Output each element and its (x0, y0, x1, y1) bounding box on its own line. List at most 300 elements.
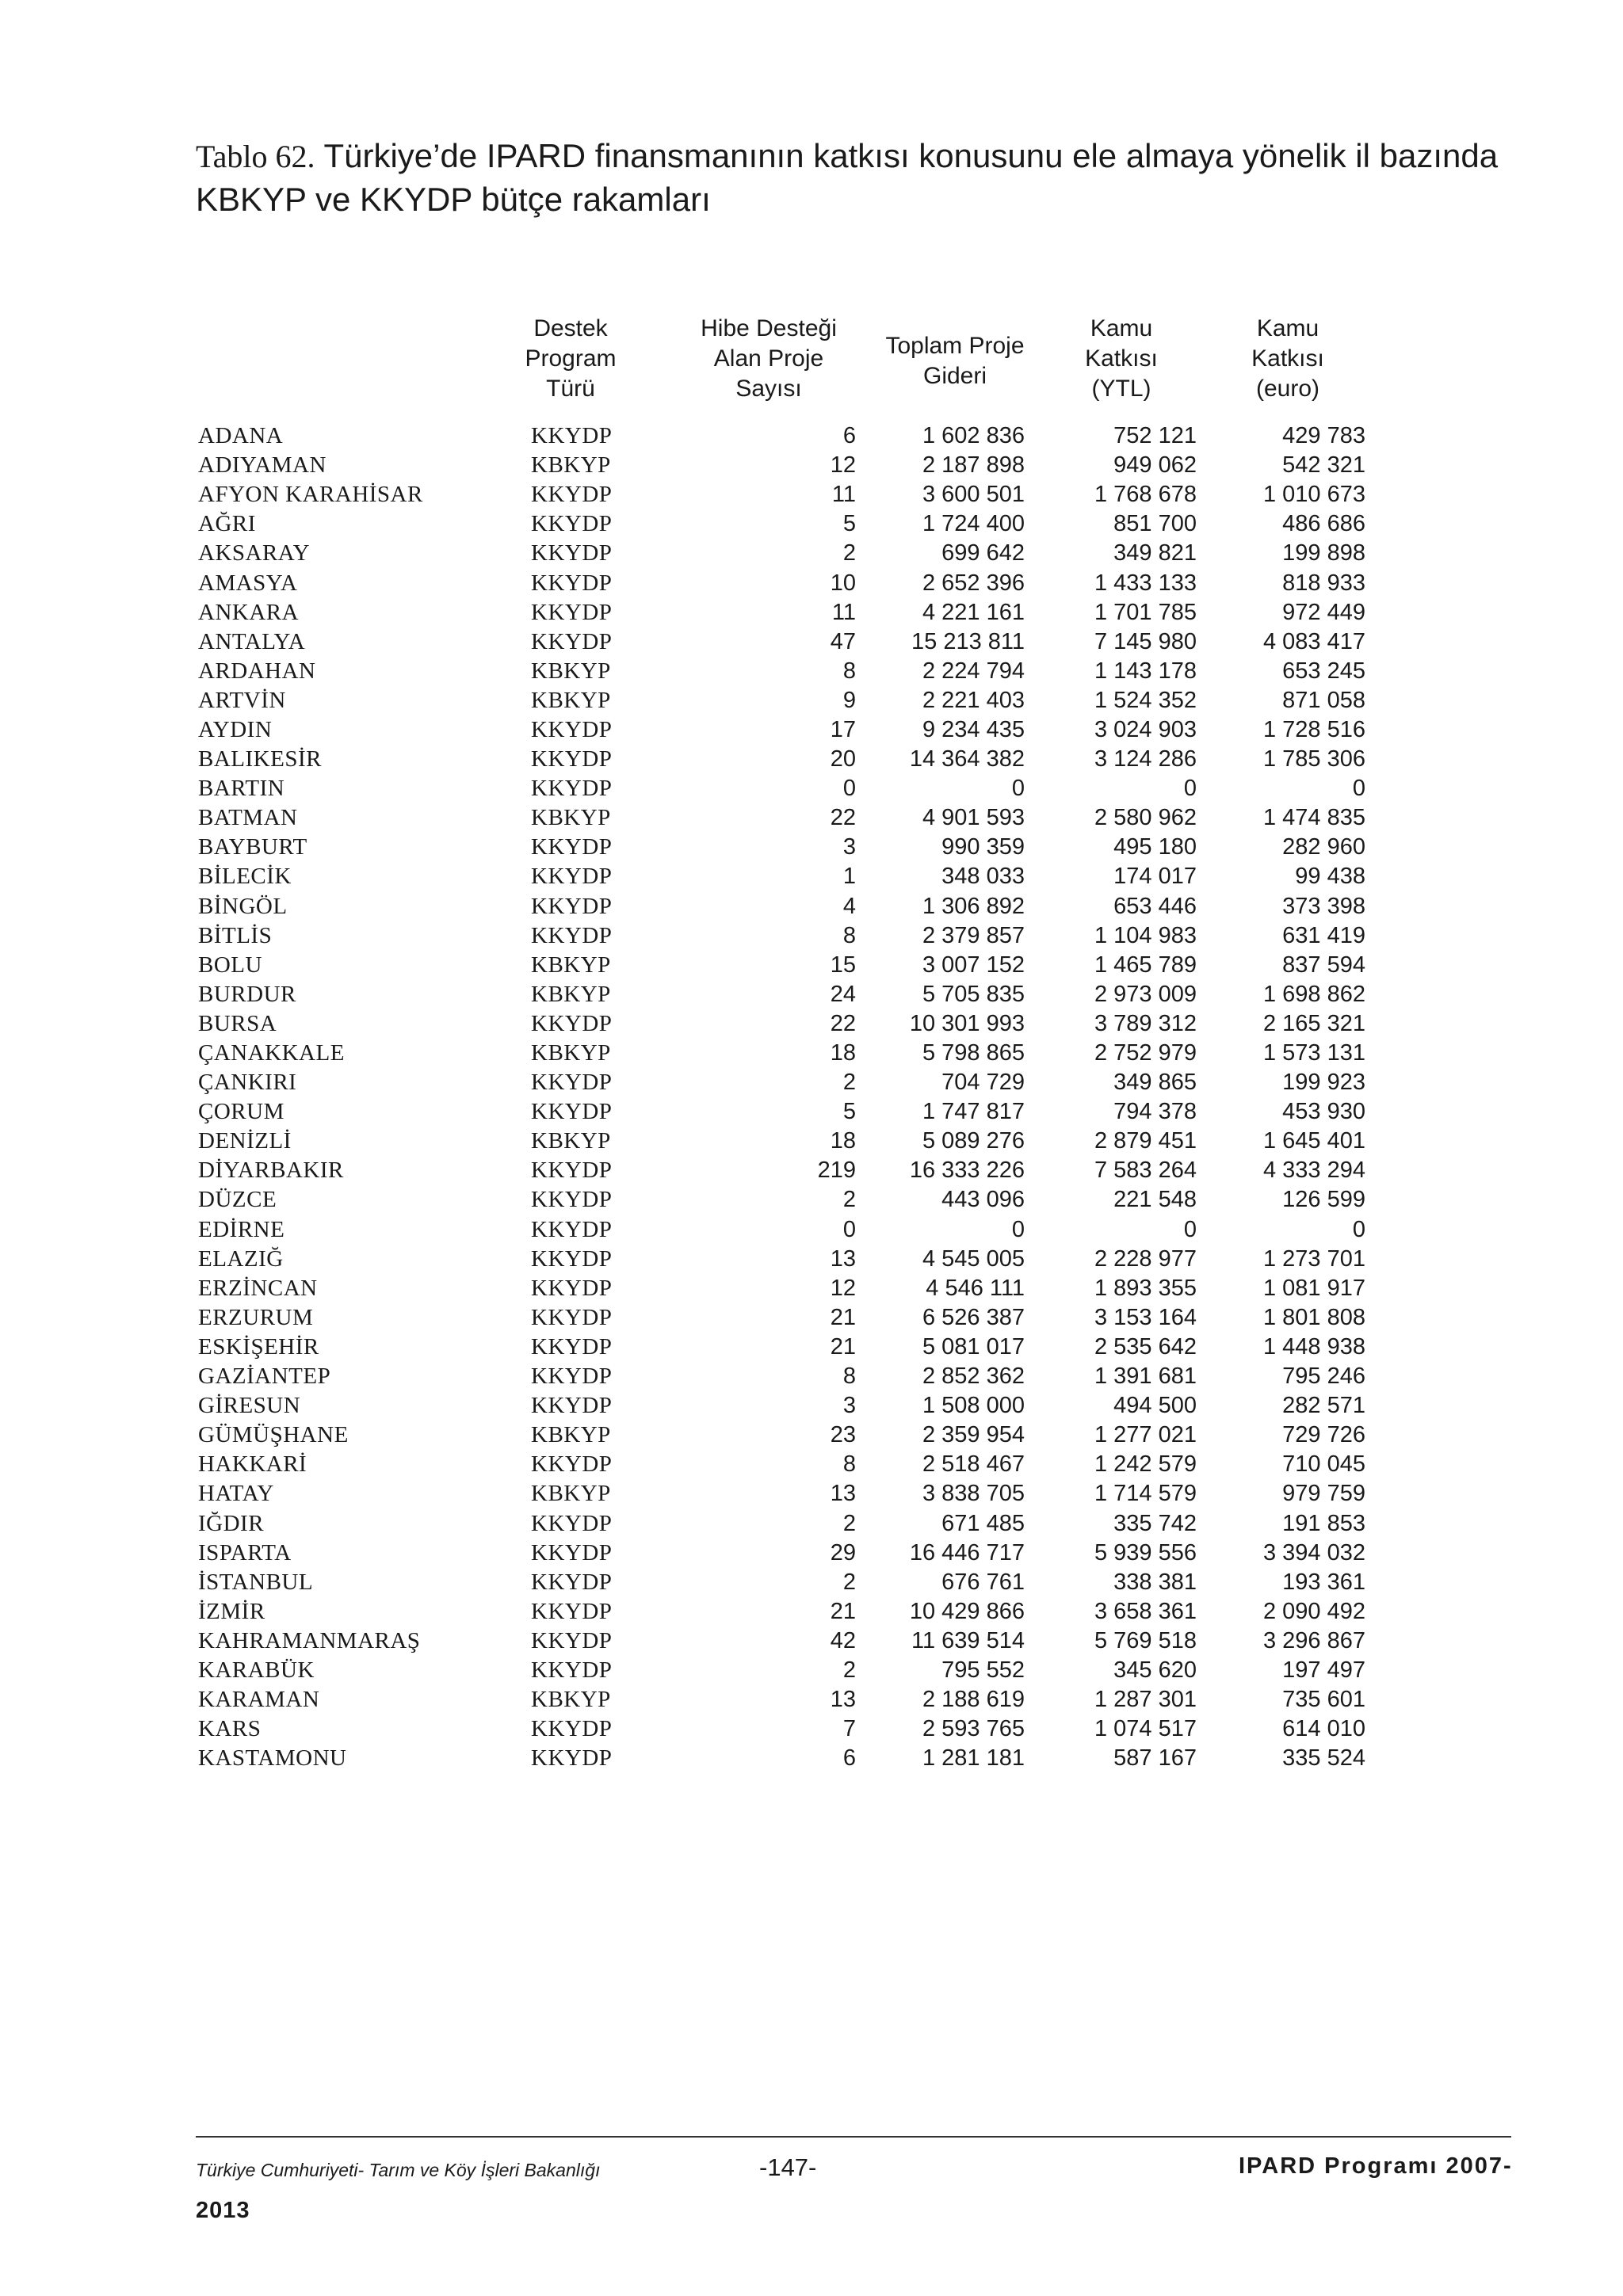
program-type: KKYDP (531, 1627, 613, 1653)
public-contribution-ytl: 345 620 (1113, 1657, 1197, 1683)
program-type: KBKYP (531, 1040, 611, 1066)
province-name: AFYON KARAHİSAR (198, 482, 423, 508)
program-type: KKYDP (531, 1716, 613, 1742)
project-count: 3 (842, 834, 856, 860)
province-name: AĞRI (198, 511, 256, 537)
public-contribution-ytl: 338 381 (1113, 1569, 1197, 1595)
table-number: Tablo 62. (196, 139, 315, 174)
project-count: 12 (830, 1275, 856, 1301)
public-contribution-euro: 972 449 (1282, 599, 1365, 625)
public-contribution-ytl: 1 143 178 (1094, 658, 1197, 684)
public-contribution-ytl: 7 583 264 (1094, 1158, 1197, 1184)
public-contribution-euro: 1 273 701 (1262, 1245, 1365, 1272)
table-row (198, 1097, 1365, 1127)
public-contribution-euro: 729 726 (1282, 1422, 1365, 1448)
province-name: BURSA (198, 1010, 277, 1036)
program-type: KKYDP (531, 716, 613, 742)
total-cost: 6 526 387 (922, 1304, 1025, 1330)
project-count: 21 (830, 1333, 856, 1360)
table-row (198, 892, 1365, 921)
table-row (198, 1245, 1365, 1274)
project-count: 23 (830, 1422, 856, 1448)
province-name: ADANA (198, 423, 284, 449)
table-row (198, 1274, 1365, 1303)
public-contribution-euro: 126 599 (1282, 1187, 1365, 1213)
public-contribution-ytl: 349 821 (1113, 540, 1197, 566)
total-cost: 1 281 181 (922, 1745, 1025, 1772)
public-contribution-euro: 1 010 673 (1262, 482, 1365, 508)
public-contribution-ytl: 3 153 164 (1094, 1304, 1197, 1330)
table-row (198, 598, 1365, 627)
total-cost: 16 446 717 (909, 1539, 1025, 1566)
public-contribution-ytl: 0 (1183, 1216, 1197, 1242)
project-count: 42 (830, 1627, 856, 1653)
province-name: KARABÜK (198, 1657, 315, 1683)
province-name: ESKİŞEHİR (198, 1333, 319, 1360)
province-name: KASTAMONU (198, 1745, 347, 1772)
program-type: KBKYP (531, 658, 611, 684)
program-type: KKYDP (531, 1275, 613, 1301)
table-row (198, 1391, 1365, 1421)
program-type: KKYDP (531, 599, 613, 625)
public-contribution-ytl: 3 024 903 (1094, 716, 1197, 742)
public-contribution-euro: 0 (1352, 776, 1365, 802)
province-name: ERZURUM (198, 1304, 314, 1330)
header-total-cost: Toplam Proje Gideri (885, 333, 1025, 389)
table-title (196, 135, 1543, 221)
table-row (198, 686, 1365, 715)
total-cost: 5 081 017 (922, 1333, 1025, 1360)
total-cost: 348 033 (941, 864, 1025, 890)
project-count: 13 (830, 1481, 856, 1507)
table-row (198, 568, 1365, 597)
public-contribution-ytl: 0 (1183, 776, 1197, 802)
program-type: KKYDP (531, 1245, 613, 1272)
footer-divider (196, 2136, 1511, 2138)
public-contribution-euro: 735 601 (1282, 1687, 1365, 1713)
table-row (198, 862, 1365, 891)
public-contribution-euro: 979 759 (1282, 1481, 1365, 1507)
table-row (198, 1656, 1365, 1685)
program-type: KBKYP (531, 981, 611, 1007)
public-contribution-ytl: 3 124 286 (1094, 746, 1197, 772)
public-contribution-euro: 199 898 (1282, 540, 1365, 566)
public-contribution-ytl: 5 939 556 (1094, 1539, 1197, 1566)
public-contribution-ytl: 851 700 (1113, 511, 1197, 537)
province-name: BAYBURT (198, 834, 307, 860)
public-contribution-ytl: 1 277 021 (1094, 1422, 1197, 1448)
public-contribution-ytl: 587 167 (1113, 1745, 1197, 1772)
table-row (198, 657, 1365, 686)
public-contribution-euro: 282 960 (1282, 834, 1365, 860)
header-public-euro: Kamu Katkısı (euro) (1251, 315, 1324, 402)
province-name: KARAMAN (198, 1687, 320, 1713)
province-name: BOLU (198, 952, 262, 978)
province-name: DENİZLİ (198, 1128, 292, 1154)
province-name: ISPARTA (198, 1539, 292, 1566)
program-type: KBKYP (531, 952, 611, 978)
table-row (198, 951, 1365, 980)
table-row (198, 1127, 1365, 1156)
project-count: 2 (842, 1569, 856, 1595)
total-cost: 2 224 794 (922, 658, 1025, 684)
total-cost: 2 188 619 (922, 1687, 1025, 1713)
project-count: 21 (830, 1598, 856, 1624)
program-type: KBKYP (531, 1481, 611, 1507)
project-count: 15 (830, 952, 856, 978)
province-name: ANTALYA (198, 628, 306, 654)
total-cost: 1 724 400 (922, 511, 1025, 537)
program-type: KKYDP (531, 1304, 613, 1330)
project-count: 29 (830, 1539, 856, 1566)
province-name: HATAY (198, 1481, 274, 1507)
total-cost: 16 333 226 (909, 1158, 1025, 1184)
public-contribution-ytl: 1 433 133 (1094, 570, 1197, 596)
public-contribution-ytl: 494 500 (1113, 1393, 1197, 1419)
public-contribution-euro: 837 594 (1282, 952, 1365, 978)
page-number: -147- (759, 2153, 817, 2181)
project-count: 2 (842, 1070, 856, 1096)
program-type: KKYDP (531, 423, 613, 449)
project-count: 8 (842, 658, 856, 684)
total-cost: 4 901 593 (922, 805, 1025, 831)
province-name: ANKARA (198, 599, 300, 625)
public-contribution-euro: 1 448 938 (1262, 1333, 1365, 1360)
public-contribution-euro: 3 296 867 (1262, 1627, 1365, 1653)
total-cost: 2 379 857 (922, 922, 1025, 948)
footer-program: IPARD Programı 2007- (1239, 2153, 1513, 2179)
table-row (198, 509, 1365, 539)
public-contribution-euro: 193 361 (1282, 1569, 1365, 1595)
public-contribution-ytl: 653 446 (1113, 893, 1197, 919)
total-cost: 15 213 811 (911, 628, 1025, 654)
program-type: KKYDP (531, 1070, 613, 1096)
province-name: DİYARBAKIR (198, 1158, 344, 1184)
province-name: KAHRAMANMARAŞ (198, 1627, 421, 1653)
table-row (198, 627, 1365, 657)
program-type: KKYDP (531, 1333, 613, 1360)
public-contribution-ytl: 2 879 451 (1094, 1128, 1197, 1154)
total-cost: 14 364 382 (909, 746, 1025, 772)
province-name: AKSARAY (198, 540, 311, 566)
public-contribution-ytl: 3 789 312 (1094, 1010, 1197, 1036)
table-caption: Türkiye’de IPARD finansmanının katkısı konusunu ele almaya yönelik il bazında KBKYP ve KKYDP bütçe rakamları (196, 137, 1499, 218)
province-name: ARDAHAN (198, 658, 316, 684)
province-name: GAZİANTEP (198, 1363, 331, 1390)
program-type: KBKYP (531, 687, 611, 713)
project-count: 22 (830, 1010, 856, 1036)
public-contribution-ytl: 5 769 518 (1094, 1627, 1197, 1653)
public-contribution-euro: 2 165 321 (1262, 1010, 1365, 1036)
program-type: KKYDP (531, 834, 613, 860)
public-contribution-euro: 3 394 032 (1262, 1539, 1365, 1566)
table-row (198, 1421, 1365, 1450)
program-type: KKYDP (531, 570, 613, 596)
project-count: 10 (830, 570, 856, 596)
table-row (198, 1508, 1365, 1538)
public-contribution-ytl: 2 535 642 (1094, 1333, 1197, 1360)
total-cost: 3 600 501 (922, 482, 1025, 508)
public-contribution-ytl: 335 742 (1113, 1510, 1197, 1536)
project-count: 24 (830, 981, 856, 1007)
header-project-count: Hibe Desteği Alan Proje Sayısı (701, 315, 837, 402)
public-contribution-ytl: 2 228 977 (1094, 1245, 1197, 1272)
project-count: 2 (842, 540, 856, 566)
public-contribution-euro: 1 785 306 (1262, 746, 1365, 772)
project-count: 3 (842, 1393, 856, 1419)
public-contribution-euro: 1 728 516 (1262, 716, 1365, 742)
total-cost: 9 234 435 (922, 716, 1025, 742)
public-contribution-euro: 4 083 417 (1262, 628, 1365, 654)
public-contribution-ytl: 221 548 (1113, 1187, 1197, 1213)
total-cost: 1 508 000 (922, 1393, 1025, 1419)
public-contribution-ytl: 1 768 678 (1094, 482, 1197, 508)
province-name: BURDUR (198, 981, 296, 1007)
program-type: KKYDP (531, 511, 613, 537)
public-contribution-euro: 197 497 (1282, 1657, 1365, 1683)
total-cost: 0 (1011, 1216, 1025, 1242)
public-contribution-euro: 1 474 835 (1262, 805, 1365, 831)
table-row (198, 1568, 1365, 1597)
public-contribution-ytl: 1 524 352 (1094, 687, 1197, 713)
table-row (198, 1627, 1365, 1656)
table-row (198, 774, 1365, 803)
total-cost: 3 838 705 (922, 1481, 1025, 1507)
total-cost: 443 096 (941, 1187, 1025, 1213)
total-cost: 1 602 836 (922, 423, 1025, 449)
project-count: 9 (842, 687, 856, 713)
total-cost: 2 852 362 (922, 1363, 1025, 1390)
table-row (198, 1714, 1365, 1744)
public-contribution-ytl: 794 378 (1113, 1099, 1197, 1125)
project-count: 22 (830, 805, 856, 831)
program-type: KKYDP (531, 893, 613, 919)
public-contribution-euro: 4 333 294 (1262, 1158, 1365, 1184)
project-count: 8 (842, 1363, 856, 1390)
total-cost: 676 761 (941, 1569, 1025, 1595)
public-contribution-euro: 2 090 492 (1262, 1598, 1365, 1624)
public-contribution-ytl: 349 865 (1113, 1070, 1197, 1096)
table-row (198, 1479, 1365, 1508)
table-row (198, 715, 1365, 745)
project-count: 21 (830, 1304, 856, 1330)
total-cost: 3 007 152 (922, 952, 1025, 978)
table-row (198, 421, 1365, 451)
table-row (198, 1185, 1365, 1215)
project-count: 11 (831, 599, 856, 625)
project-count: 47 (830, 628, 856, 654)
table-row (198, 1539, 1365, 1568)
public-contribution-euro: 282 571 (1282, 1393, 1365, 1419)
public-contribution-euro: 795 246 (1282, 1363, 1365, 1390)
table-row (198, 1156, 1365, 1185)
program-type: KBKYP (531, 1687, 611, 1713)
budget-table-body (198, 421, 1365, 1773)
project-count: 4 (842, 893, 856, 919)
public-contribution-euro: 1 081 917 (1262, 1275, 1365, 1301)
public-contribution-euro: 631 419 (1282, 922, 1365, 948)
province-name: ADIYAMAN (198, 452, 327, 479)
public-contribution-euro: 1 645 401 (1262, 1128, 1365, 1154)
table-row (198, 1333, 1365, 1362)
project-count: 2 (842, 1510, 856, 1536)
public-contribution-euro: 335 524 (1282, 1745, 1365, 1772)
program-type: KKYDP (531, 1539, 613, 1566)
project-count: 12 (830, 452, 856, 479)
public-contribution-ytl: 2 973 009 (1094, 981, 1197, 1007)
program-type: KBKYP (531, 452, 611, 479)
public-contribution-ytl: 1 287 301 (1094, 1687, 1197, 1713)
public-contribution-euro: 1 573 131 (1262, 1040, 1365, 1066)
program-type: KKYDP (531, 1216, 613, 1242)
program-type: KKYDP (531, 1598, 613, 1624)
province-name: GİRESUN (198, 1393, 301, 1419)
project-count: 20 (830, 746, 856, 772)
table-row (198, 539, 1365, 568)
table-row (198, 1039, 1365, 1068)
project-count: 11 (831, 482, 856, 508)
program-type: KKYDP (531, 1657, 613, 1683)
project-count: 8 (842, 1451, 856, 1478)
total-cost: 704 729 (941, 1070, 1025, 1096)
province-name: EDİRNE (198, 1216, 285, 1242)
project-count: 17 (830, 716, 856, 742)
total-cost: 0 (1011, 776, 1025, 802)
total-cost: 11 639 514 (911, 1627, 1025, 1653)
header-program: Destek Program Türü (525, 315, 617, 402)
province-name: ERZİNCAN (198, 1275, 318, 1301)
province-name: BİTLİS (198, 922, 273, 948)
public-contribution-ytl: 3 658 361 (1094, 1598, 1197, 1624)
program-type: KKYDP (531, 1393, 613, 1419)
total-cost: 1 747 817 (922, 1099, 1025, 1125)
project-count: 5 (842, 1099, 856, 1125)
project-count: 6 (842, 1745, 856, 1772)
program-type: KKYDP (531, 1451, 613, 1478)
total-cost: 10 429 866 (909, 1598, 1025, 1624)
province-name: ÇANKIRI (198, 1070, 297, 1096)
public-contribution-euro: 0 (1352, 1216, 1365, 1242)
province-name: KARS (198, 1716, 262, 1742)
public-contribution-euro: 871 058 (1282, 687, 1365, 713)
public-contribution-ytl: 174 017 (1113, 864, 1197, 890)
table-row (198, 1744, 1365, 1773)
table-row (198, 921, 1365, 951)
public-contribution-ytl: 1 242 579 (1094, 1451, 1197, 1478)
public-contribution-euro: 486 686 (1282, 511, 1365, 537)
table-row (198, 980, 1365, 1009)
header-public-ytl: Kamu Katkısı (YTL) (1085, 315, 1158, 402)
total-cost: 2 359 954 (922, 1422, 1025, 1448)
total-cost: 5 089 276 (922, 1128, 1025, 1154)
province-name: İZMİR (198, 1598, 265, 1624)
program-type: KKYDP (531, 482, 613, 508)
province-name: HAKKARİ (198, 1451, 307, 1478)
public-contribution-ytl: 1 465 789 (1094, 952, 1197, 978)
total-cost: 4 546 111 (926, 1275, 1025, 1301)
public-contribution-ytl: 7 145 980 (1094, 628, 1197, 654)
table-row (198, 1009, 1365, 1039)
total-cost: 2 593 765 (922, 1716, 1025, 1742)
project-count: 2 (842, 1657, 856, 1683)
program-type: KBKYP (531, 805, 611, 831)
public-contribution-ytl: 752 121 (1113, 423, 1197, 449)
public-contribution-euro: 99 438 (1295, 864, 1365, 890)
footer-year: 2013 (196, 2198, 250, 2223)
table-row (198, 1303, 1365, 1333)
table-row (198, 1450, 1365, 1479)
total-cost: 4 545 005 (922, 1245, 1025, 1272)
table-row (198, 833, 1365, 862)
public-contribution-ytl: 2 580 962 (1094, 805, 1197, 831)
project-count: 8 (842, 922, 856, 948)
public-contribution-euro: 653 245 (1282, 658, 1365, 684)
table-row (198, 1215, 1365, 1245)
public-contribution-ytl: 1 391 681 (1094, 1363, 1197, 1390)
public-contribution-euro: 818 933 (1282, 570, 1365, 596)
table-row (198, 1597, 1365, 1627)
project-count: 6 (842, 423, 856, 449)
program-type: KKYDP (531, 1010, 613, 1036)
total-cost: 5 798 865 (922, 1040, 1025, 1066)
total-cost: 671 485 (941, 1510, 1025, 1536)
province-name: İSTANBUL (198, 1569, 314, 1595)
table-row (198, 803, 1365, 833)
program-type: KKYDP (531, 864, 613, 890)
table-row (198, 451, 1365, 480)
program-type: KKYDP (531, 628, 613, 654)
program-type: KKYDP (531, 922, 613, 948)
province-name: BALIKESİR (198, 746, 322, 772)
province-name: ÇORUM (198, 1099, 285, 1125)
public-contribution-ytl: 949 062 (1113, 452, 1197, 479)
total-cost: 699 642 (941, 540, 1025, 566)
public-contribution-ytl: 2 752 979 (1094, 1040, 1197, 1066)
total-cost: 2 518 467 (922, 1451, 1025, 1478)
province-name: BİLECİK (198, 864, 292, 890)
footer-ministry: Türkiye Cumhuriyeti- Tarım ve Köy İşleri Bakanlığı (196, 2160, 601, 2180)
public-contribution-euro: 1 801 808 (1262, 1304, 1365, 1330)
total-cost: 2 221 403 (922, 687, 1025, 713)
public-contribution-ytl: 1 074 517 (1094, 1716, 1197, 1742)
program-type: KKYDP (531, 1745, 613, 1772)
province-name: ARTVİN (198, 687, 286, 713)
table-row (198, 1685, 1365, 1714)
public-contribution-euro: 710 045 (1282, 1451, 1365, 1478)
program-type: KKYDP (531, 776, 613, 802)
table-row (198, 1362, 1365, 1391)
project-count: 0 (842, 776, 856, 802)
total-cost: 795 552 (941, 1657, 1025, 1683)
province-name: BARTIN (198, 776, 285, 802)
project-count: 5 (842, 511, 856, 537)
program-type: KKYDP (531, 1158, 613, 1184)
table-row (198, 745, 1365, 774)
public-contribution-ytl: 1 701 785 (1094, 599, 1197, 625)
project-count: 0 (842, 1216, 856, 1242)
province-name: ÇANAKKALE (198, 1040, 345, 1066)
public-contribution-euro: 373 398 (1282, 893, 1365, 919)
province-name: AMASYA (198, 570, 298, 596)
public-contribution-ytl: 1 714 579 (1094, 1481, 1197, 1507)
project-count: 18 (830, 1128, 856, 1154)
public-contribution-ytl: 1 104 983 (1094, 922, 1197, 948)
total-cost: 2 652 396 (922, 570, 1025, 596)
program-type: KKYDP (531, 746, 613, 772)
project-count: 7 (842, 1716, 856, 1742)
project-count: 2 (842, 1187, 856, 1213)
province-name: GÜMÜŞHANE (198, 1422, 349, 1448)
